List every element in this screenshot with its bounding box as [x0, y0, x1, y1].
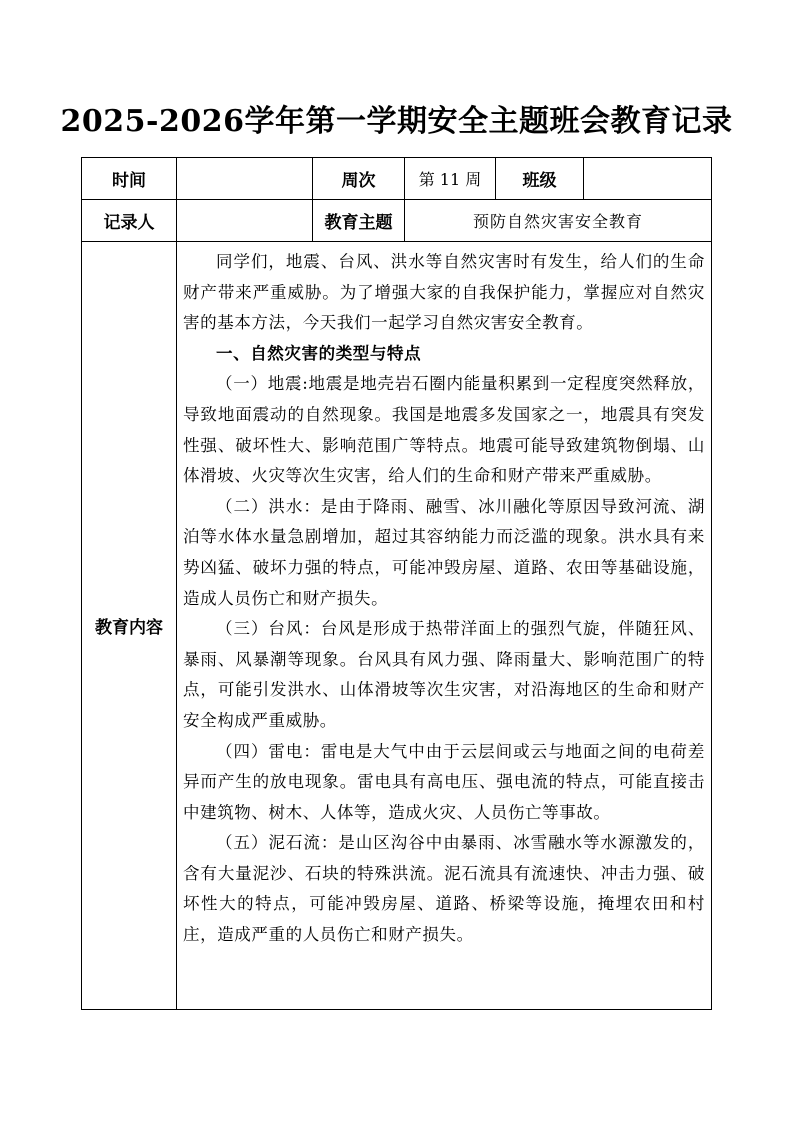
recorder-value: [177, 200, 313, 242]
record-table: [81, 157, 712, 1010]
class-value: [584, 158, 712, 200]
content-label: 教育内容: [82, 242, 177, 1010]
section-heading: 一、自然灾害的类型与特点: [216, 343, 422, 363]
week-value: 第 11 周: [405, 158, 496, 200]
theme-label: 教育主题: [313, 200, 405, 242]
debris-flow-paragraph: （五）泥石流：是山区沟谷中由暴雨、冰雪融水等水源激发的，含有大量泥沙、石块的特殊洪流。泥石流具有流速快、冲击力强、破坏性大的特点，可能冲毁房屋、道路、桥梁等设施，掩埋农田和村庄，造成严重的人员伤亡和财产损失。: [183, 833, 705, 945]
content-cell: [177, 242, 712, 1010]
table-row: [82, 158, 712, 200]
theme-value: 预防自然灾害安全教育: [405, 200, 712, 242]
table-row: [82, 200, 712, 242]
page-title: 2025-2026学年第一学期安全主题班会教育记录: [60, 104, 733, 139]
time-value: [177, 158, 313, 200]
recorder-label: 记录人: [82, 200, 177, 242]
lightning-paragraph: （四）雷电：雷电是大气中由于云层间或云与地面之间的电荷差异而产生的放电现象。雷电具有高电压、强电流的特点，可能直接击中建筑物、树木、人体等，造成火灾、人员伤亡等事故。: [183, 741, 705, 822]
class-label: 班级: [496, 158, 584, 200]
table-row: [82, 242, 712, 1010]
earthquake-paragraph: （一）地震:地震是地壳岩石圈内能量积累到一定程度突然释放，导致地面震动的自然现象。我国是地震多发国家之一，地震具有突发性强、破坏性大、影响范围广等特点。地震可能导致建筑物倒塌、山体滑坡、火灾等次生灾害，给人们的生命和财产带来严重威胁。: [183, 374, 705, 486]
week-label: 周次: [313, 158, 405, 200]
typhoon-paragraph: （三）台风：台风是形成于热带洋面上的强烈气旋，伴随狂风、暴雨、风暴潮等现象。台风具有风力强、降雨量大、影响范围广的特点，可能引发洪水、山体滑坡等次生灾害，对沿海地区的生命和财产安全构成严重威胁。: [183, 619, 705, 730]
time-label: 时间: [82, 158, 177, 200]
intro-paragraph: 同学们，地震、台风、洪水等自然灾害时有发生，给人们的生命财产带来严重威胁。为了增强大家的自我保护能力，掌握应对自然灾害的基本方法，今天我们一起学习自然灾害安全教育。: [183, 252, 705, 333]
flood-paragraph: （二）洪水：是由于降雨、融雪、冰川融化等原因导致河流、湖泊等水体水量急剧增加，超过其容纳能力而泛滥的现象。洪水具有来势凶猛、破坏力强的特点，可能冲毁房屋、道路、农田等基础设施，造成人员伤亡和财产损失。: [183, 496, 705, 608]
